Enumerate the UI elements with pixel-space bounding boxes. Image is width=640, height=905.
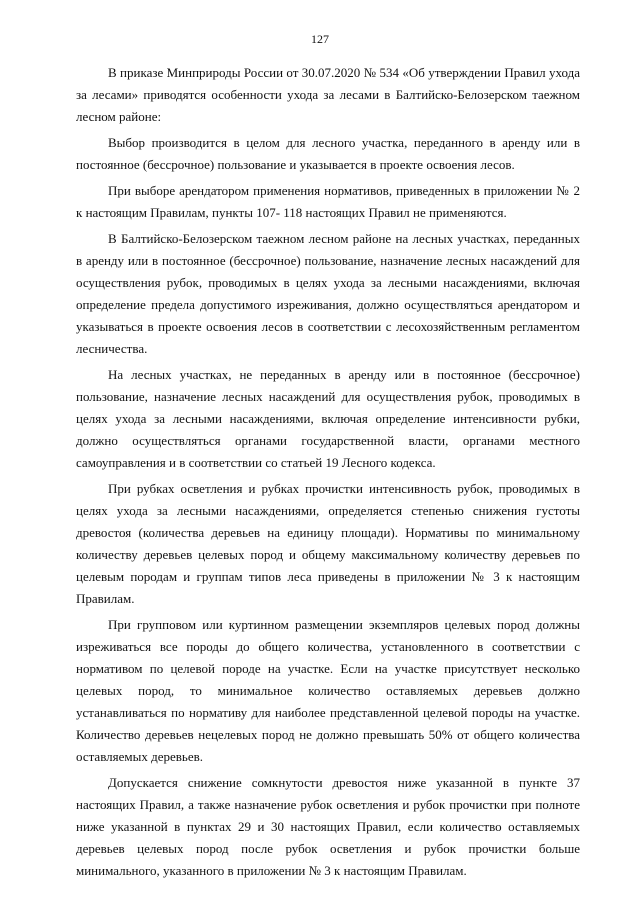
paragraph-order-reference: В приказе Минприроды России от 30.07.2020 № 534 «Об утверждении Правил ухода за лесами» приводятся особенности ухода за лесами в Балтийско-Белозерском таежном лесном районе: <box>76 65 580 124</box>
paragraph-thinning-intensity: При рубках осветления и рубках прочистки интенсивность рубок, проводимых в целях ухода за лесными насаждениями, определяется степенью снижения густоты древостоя (количества деревьев на единицу площади). Нормативы по минимальному количеству деревьев целевых пород и общему максимальному количеству деревьев по целевым породам и группам типов леса приведены в приложении № 3 к настоящим Правилам. <box>76 481 580 606</box>
document-body <box>76 62 580 886</box>
paragraph-group-placement: При групповом или куртинном размещении экземпляров целевых пород должны изреживаться все породы до общего количества, установленного в соответствии с нормативом по целевой породе на участке. Если на участке присутствует несколько целевых пород, то минимальное количество оставляемых деревьев должно устанавливаться по нормативу для наиболее представленной целевой породы на участке. Количество деревьев нецелевых пород не должно превышать 50% от общего количества оставляемых деревьев. <box>76 617 580 764</box>
page-number: 127 <box>311 32 329 46</box>
paragraph-norms-choice: При выборе арендатором применения нормативов, приведенных в приложении № 2 к настоящим Правилам, пункты 107- 118 настоящих Правил не применяются. <box>76 183 580 220</box>
paragraph-leased-plots: В Балтийско-Белозерском таежном лесном районе на лесных участках, переданных в аренду или в постоянное (бессрочное) пользование, назначение лесных насаждений для осуществления рубок, проводимых в целях ухода за лесными насаждениями, включая определение предела допустимого изреживания, должно осуществляться арендатором и указываться в проекте освоения лесов в соответствии с лесохозяйственным регламентом лесничества. <box>76 231 580 356</box>
paragraph-selection: Выбор производится в целом для лесного участка, переданного в аренду или в постоянное (бессрочное) пользование и указывается в проекте освоения лесов. <box>76 135 580 172</box>
paragraph-non-leased-plots: На лесных участках, не переданных в аренду или в постоянное (бессрочное) пользование, назначение лесных насаждений для осуществления рубок, проводимых в целях ухода за лесными насаждениями, включая определение интенсивности рубки, должно осуществляться органами государственной власти, органами местного самоуправления и в соответствии со статьей 19 Лесного кодекса. <box>76 367 580 470</box>
paragraph-canopy-reduction: Допускается снижение сомкнутости древостоя ниже указанной в пункте 37 настоящих Правил, а также назначение рубок осветления и рубок прочистки при полноте ниже указанной в пунктах 29 и 30 настоящих Правил, если количество оставляемых деревьев целевых пород после рубок осветления и рубок прочистки больше минимального, указанного в приложении № 3 к настоящим Правилам. <box>76 775 580 878</box>
